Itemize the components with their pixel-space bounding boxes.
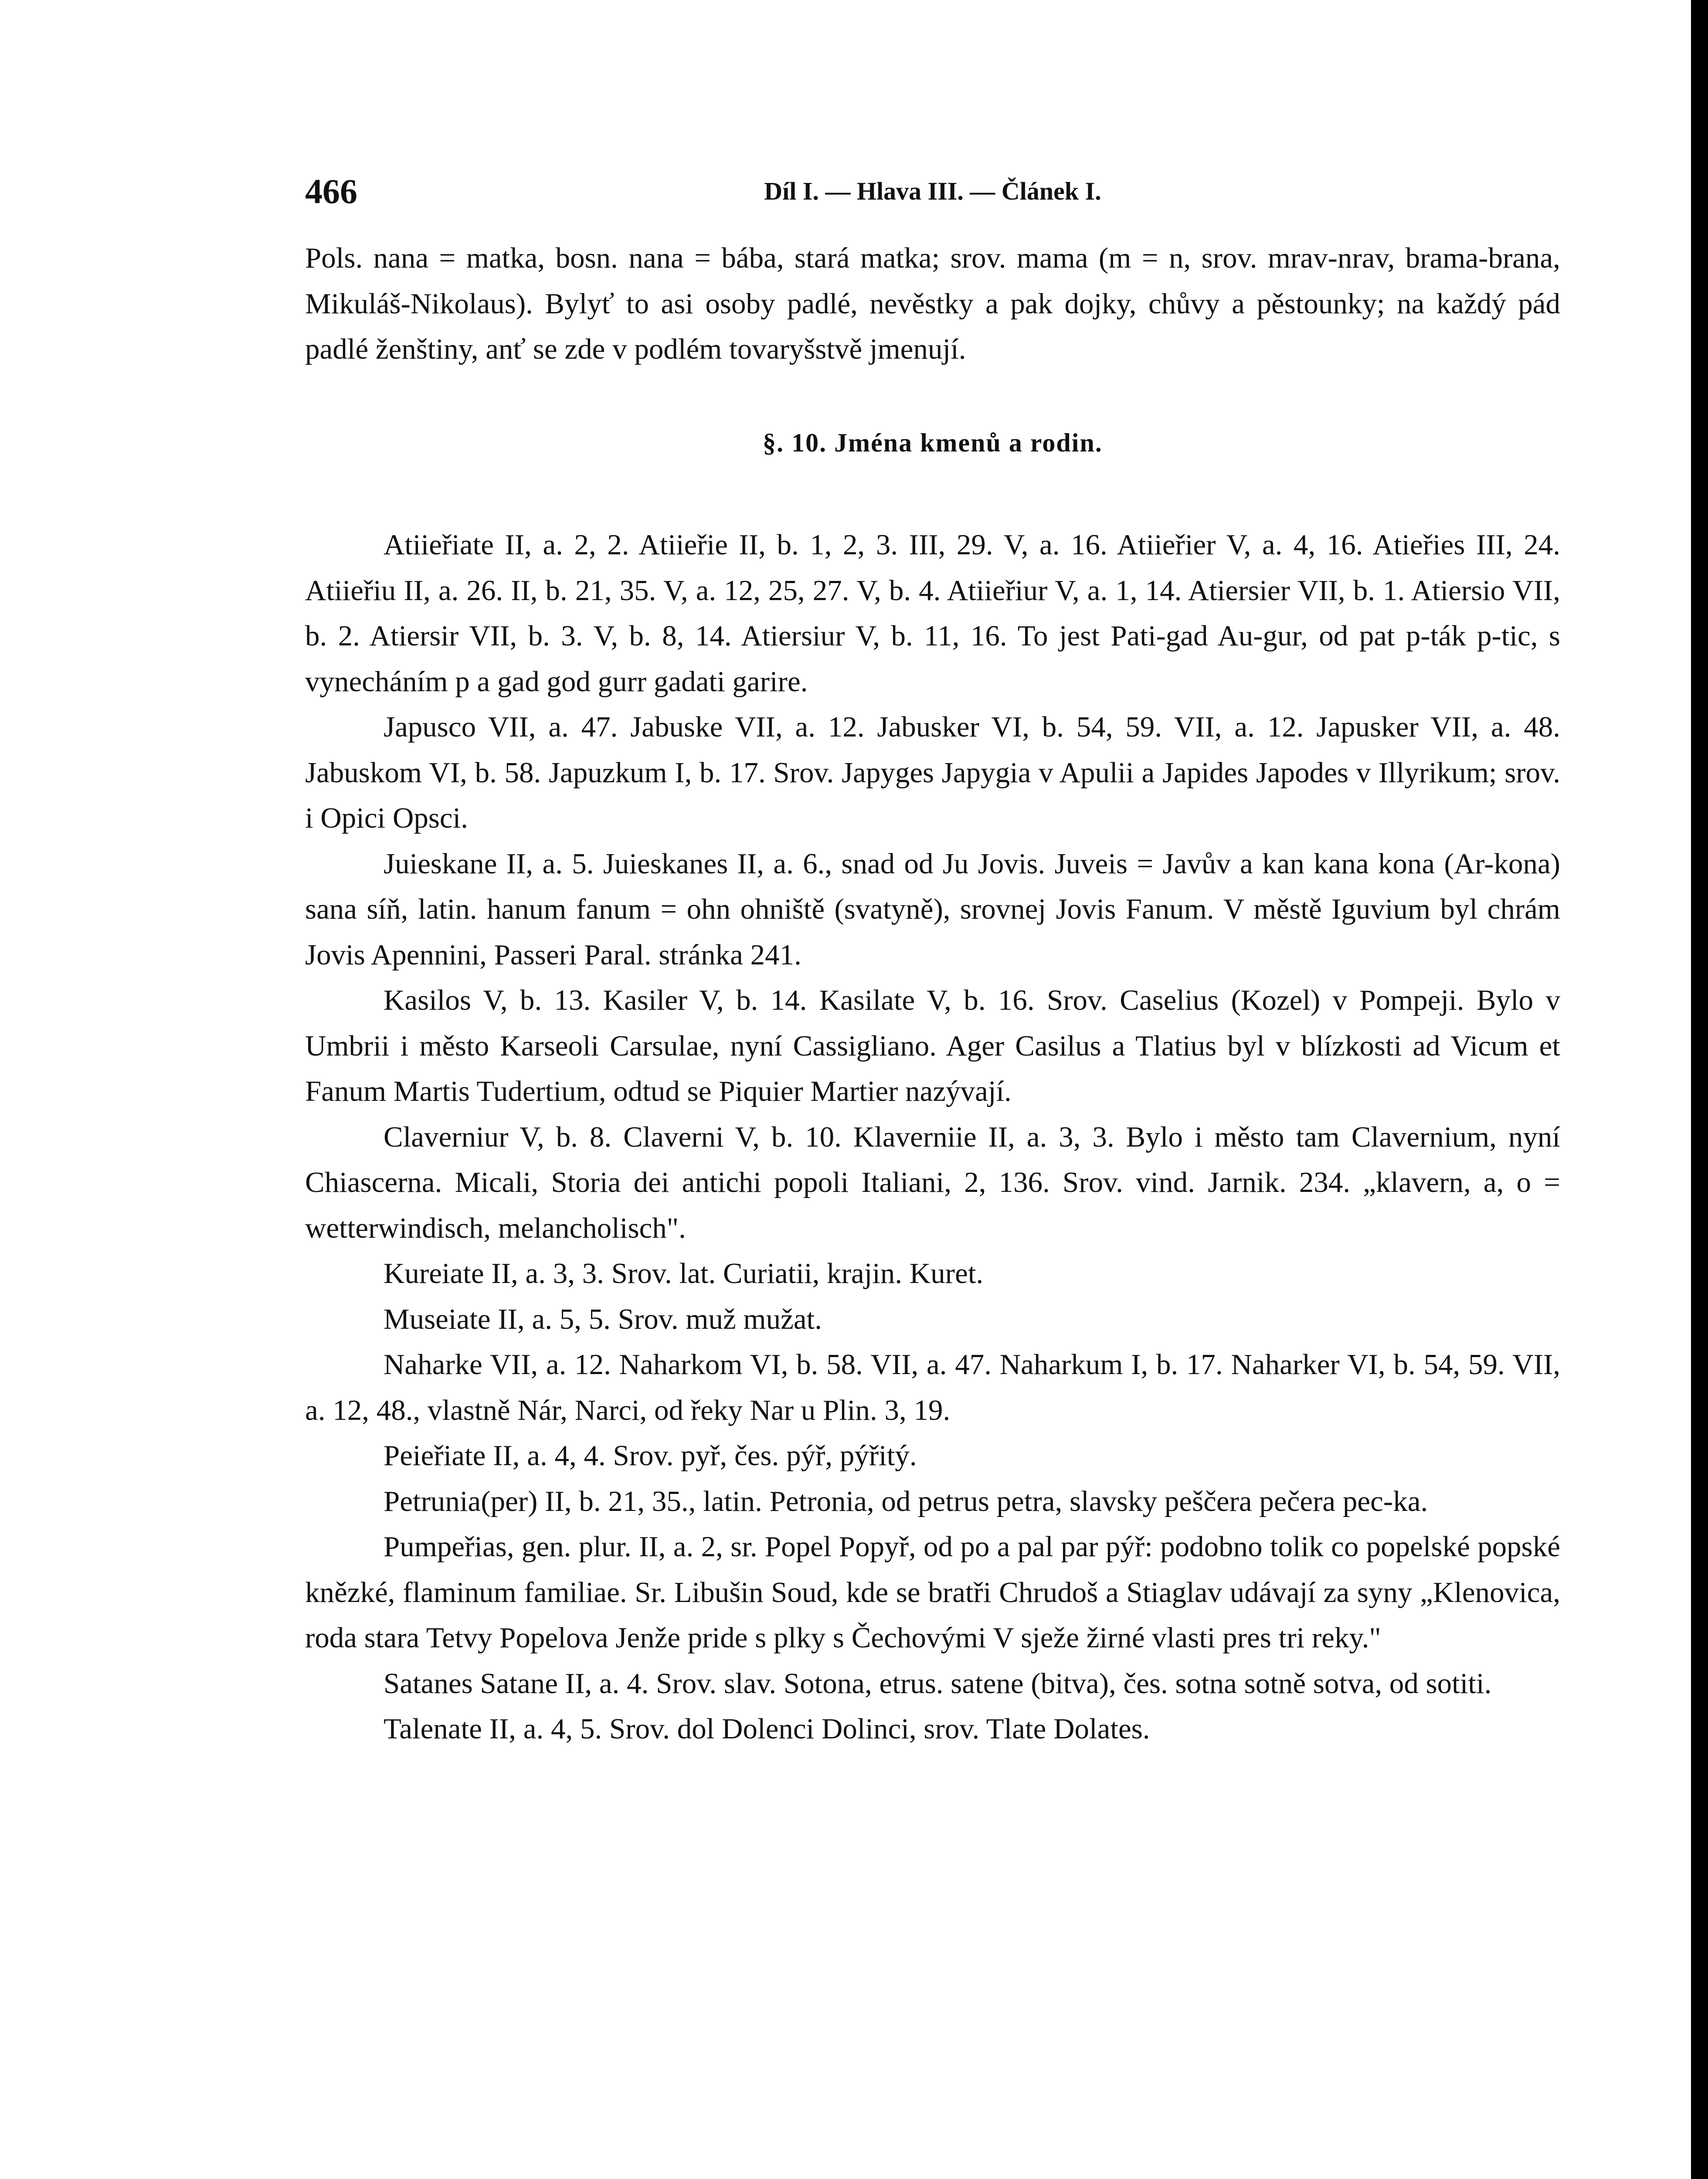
page-number: 466 xyxy=(305,173,357,211)
entry-museiate: Museiate II, a. 5, 5. Srov. muž mužat. xyxy=(384,1303,822,1335)
body-text xyxy=(305,235,1560,1752)
entry-peieriate: Peieřiate II, a. 4, 4. Srov. pyř, čes. pýř, pýřitý. xyxy=(384,1439,917,1472)
entry-petrunia: Petrunia(per) II, b. 21, 35., latin. Petronia, od petrus petra, slavsky peščera pečera pec-ka. xyxy=(384,1485,1428,1517)
intro-paragraph: Pols. nana = matka, bosn. nana = bába, stará matka; srov. mama (m = n, srov. mrav-nrav, brama-brana, Mikuláš-Nikolaus). Bylyť to asi osoby padlé, nevěstky a pak dojky, chůvy a pěstounky; na každý pád padlé ženštiny, anť se zde v podlém tovaryšstvě jmenují. xyxy=(305,242,1560,365)
entry-juieskane: Juieskane II, a. 5. Juieskanes II, a. 6., snad od Ju Jovis. Juveis = Javův a kan kana kona (Ar-kona) sana síň, latin. hanum fanum = ohn ohniště (svatyně), srovnej Jovis Fanum. V městě Iguvium byl chrám Jovis Apennini, Passeri Paral. stránka 241. xyxy=(305,847,1560,971)
section-title: §. 10. Jména kmenů a rodin. xyxy=(763,428,1103,457)
entry-atiieriate: Atiieřiate II, a. 2, 2. Atiieřie II, b. 1, 2, 3. III, 29. V, a. 16. Atiieřier V, a. 4, 16. Atieřies III, 24. Atiieřiu II, a. 26. II, b. 21, 35. V, a. 12, 25, 27. V, b. 4. Atiieřiur V, a. 1, 14. Atiersier VII, b. 1. Atiersio VII, b. 2. Atiersir VII, b. 3. V, b. 8, 14. Atiersiur V, b. 11, 16. To jest Pati-gad Au-gur, od pat p-ták p-tic, s vynecháním p a gad god gurr gadati garire. xyxy=(305,529,1560,698)
entry-japusco: Japusco VII, a. 47. Jabuske VII, a. 12. Jabusker VI, b. 54, 59. VII, a. 12. Japusker VII, a. 48. Jabuskom VI, b. 58. Japuzkum I, b. 17. Srov. Japyges Japygia v Apulii a Japides Japodes v Illyrikum; srov. i Opici Opsci. xyxy=(305,711,1560,834)
entry-kasilos: Kasilos V, b. 13. Kasiler V, b. 14. Kasilate V, b. 16. Srov. Caselius (Kozel) v Pompeji. Bylo v Umbrii i město Karseoli Carsulae, nyní Cassigliano. Ager Casilus a Tlatius byl v blízkosti ad Vicum et Fanum Martis Tudertium, odtud se Piquier Martier nazývají. xyxy=(305,984,1560,1107)
entry-talenate: Talenate II, a. 4, 5. Srov. dol Dolenci Dolinci, srov. Tlate Dolates. xyxy=(384,1713,1150,1745)
page-header xyxy=(305,172,1560,211)
running-title: Díl I. — Hlava III. — Článek I. xyxy=(764,177,1101,205)
entry-kureiate: Kureiate II, a. 3, 3. Srov. lat. Curiatii, krajin. Kuret. xyxy=(384,1257,984,1290)
entry-satanes: Satanes Satane II, a. 4. Srov. slav. Sotona, etrus. satene (bitva), čes. sotna sotně sotva, od sotiti. xyxy=(384,1667,1492,1700)
entry-claverniur: Claverniur V, b. 8. Claverni V, b. 10. Klaverniie II, a. 3, 3. Bylo i město tam Clavernium, nyní Chiascerna. Micali, Storia dei antichi popoli Italiani, 2, 136. Srov. vind. Jarnik. 234. „klavern, a, o = wetterwindisch, melancholisch". xyxy=(305,1120,1560,1244)
entry-naharke: Naharke VII, a. 12. Naharkom VI, b. 58. VII, a. 47. Naharkum I, b. 17. Naharker VI, b. 54, 59. VII, a. 12, 48., vlastně Nár, Narci, od řeky Nar u Plin. 3, 19. xyxy=(305,1348,1560,1426)
entry-pumperias: Pumpeřias, gen. plur. II, a. 2, sr. Popel Popyř, od po a pal par pýř: podobno tolik co popelské popské knězké, flaminum familiae. Sr. Libušin Soud, kde se bratři Chrudoš a Stiaglav udávají za syny „Klenovica, roda stara Tetvy Popelova Jenže pride s plky s Čechovými V sježe žirné vlasti pres tri reky." xyxy=(305,1531,1560,1654)
